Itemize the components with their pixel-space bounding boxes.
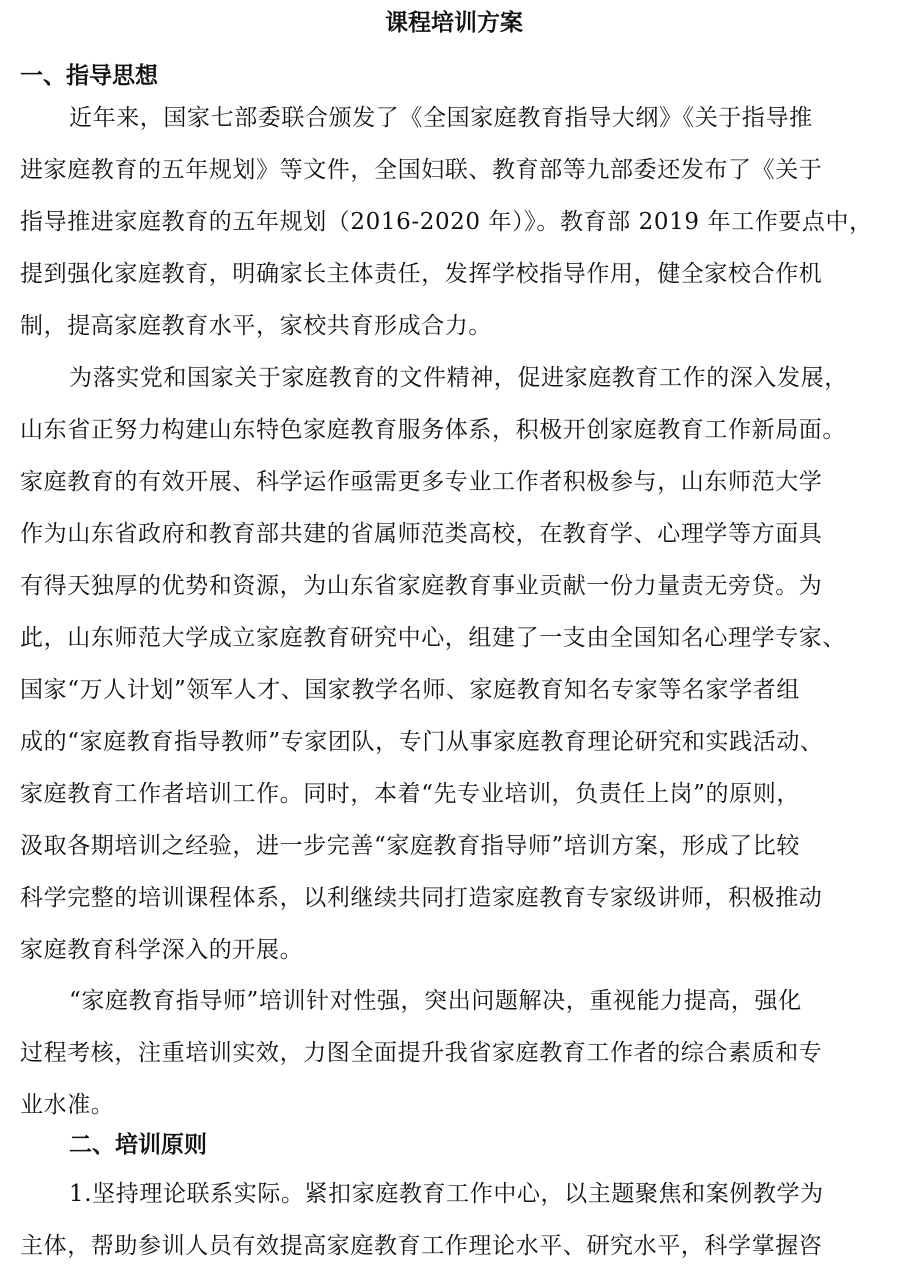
paragraph-line: 成的“家庭教育指导教师”专家团队，专门从事家庭教育理论研究和实践活动、 <box>20 729 824 755</box>
section-heading-guiding-ideology: 一、指导思想 <box>20 63 158 89</box>
paragraph-line: 科学完整的培训课程体系，以利继续共同打造家庭教育专家级讲师，积极推动 <box>20 885 823 911</box>
paragraph-background <box>20 92 888 352</box>
paragraph-line: 过程考核，注重培训实效，力图全面提升我省家庭教育工作者的综合素质和专 <box>20 1040 823 1066</box>
paragraph-line: 1.坚持理论联系实际。紧扣家庭教育工作中心，以主题聚焦和案例教学为 <box>69 1181 824 1207</box>
paragraph-line: 进家庭教育的五年规划》等文件，全国妇联、教育部等九部委还发布了《关于 <box>20 157 823 183</box>
paragraph-line: 提到强化家庭教育，明确家长主体责任，发挥学校指导作用，健全家校合作机 <box>20 261 823 287</box>
paragraph-line: 汲取各期培训之经验，进一步完善“家庭教育指导师”培训方案，形成了比较 <box>20 833 800 859</box>
paragraph-line: 此，山东师范大学成立家庭教育研究中心，组建了一支由全国知名心理学专家、 <box>20 625 846 651</box>
paragraph-line: “家庭教育指导师”培训针对性强，突出问题解决，重视能力提高，强化 <box>69 988 802 1014</box>
paragraph-line: 作为山东省政府和教育部共建的省属师范类高校，在教育学、心理学等方面具 <box>20 521 823 547</box>
paragraph-line: 家庭教育科学深入的开展。 <box>20 937 304 963</box>
paragraph-line: 国家“万人计划”领军人才、国家教学名师、家庭教育知名专家等名家学者组 <box>20 677 800 703</box>
section-heading-training-principles: 二、培训原则 <box>69 1132 207 1158</box>
paragraph-line: 指导推进家庭教育的五年规划（2016-2020 年）》。教育部 2019 年工作要点中， <box>20 209 873 235</box>
paragraph-line: 有得天独厚的优势和资源，为山东省家庭教育事业贡献一份力量责无旁贷。为 <box>20 573 823 599</box>
paragraph-training-features <box>20 975 888 1131</box>
paragraph-principle-1 <box>20 1168 888 1272</box>
paragraph-line: 近年来，国家七部委联合颁发了《全国家庭教育指导大纲》《关于指导推 <box>69 105 813 131</box>
paragraph-line: 家庭教育的有效开展、科学运作亟需更多专业工作者积极参与，山东师范大学 <box>20 469 823 495</box>
paragraph-line: 家庭教育工作者培训工作。同时，本着“先专业培训，负责任上岗”的原则， <box>20 781 800 807</box>
paragraph-line: 山东省正努力构建山东特色家庭教育服务体系，积极开创家庭教育工作新局面。 <box>20 417 846 443</box>
paragraph-line: 制，提高家庭教育水平，家校共育形成合力。 <box>20 313 492 339</box>
paragraph-line: 业水准。 <box>20 1092 115 1118</box>
paragraph-line: 主体，帮助参训人员有效提高家庭教育工作理论水平、研究水平，科学掌握咨 <box>20 1233 823 1259</box>
paragraph-implementation <box>20 352 888 976</box>
paragraph-line: 为落实党和国家关于家庭教育的文件精神，促进家庭教育工作的深入发展， <box>69 365 848 391</box>
document-title: 课程培训方案 <box>385 10 523 36</box>
